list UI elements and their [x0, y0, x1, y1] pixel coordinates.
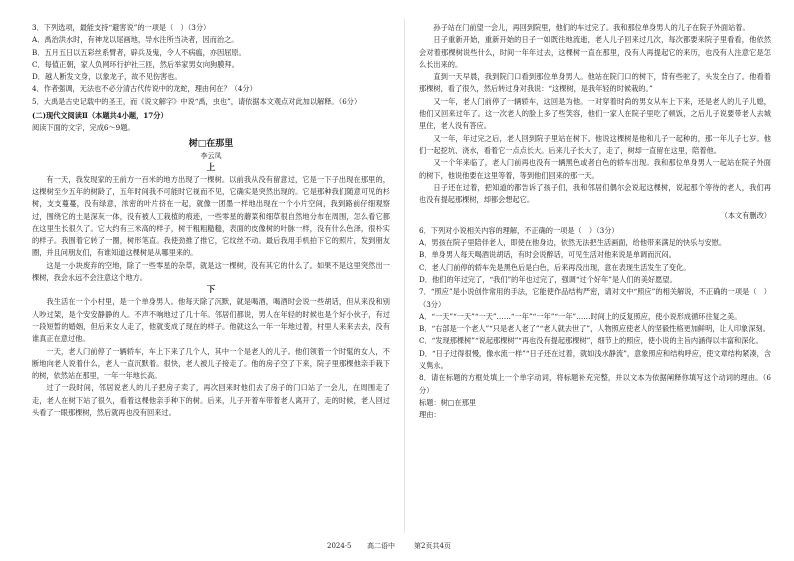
article-title: 树□在那里 — [188, 138, 234, 149]
article-paragraph: 日子重新开始，重新开始的日子一如既往地流逝，老人儿子回来过几次，每次都要来院子里看看，他依然会对着那棵树说些什么，时间一年年过去，这棵树一直在那里，没有人再提起它的来历，也没有人注意它是怎么长出来的。 — [419, 35, 771, 69]
q7-option-d: D．“日子过得很慢，像水流一样”“日子还在过着，就如浅水静流”，意象照应和结构呼应，使文章结构紧凑，含义隽永。 — [419, 348, 771, 371]
article-author: 李云凤 — [200, 151, 222, 160]
q3-stem: 3．下列选项，最能支持“避害说”的一项是（ ）（3分） — [32, 23, 211, 32]
article-paragraph: 又一个年来临了，老人门前再也没有一辆黑色或者白色的轿车出现。我和那位单身男人一起站在院子外面的树下，他说他要在这里等着，等到他们回来的那一天。 — [419, 158, 771, 180]
right-column — [419, 22, 771, 422]
column-divider — [404, 18, 405, 533]
q3-option-b: B．五月五日以五彩丝系臂者，辟兵及鬼，令人不病瘟，亦因屈原。 — [32, 47, 246, 57]
article-paragraph: 过了一段时间，邻居说老人的儿子把房子卖了，再次回来时他们去了房子的门口站了一会儿，在周围走了走，老人在树下站了很久，看着这棵他亲手种下的树。后来，儿子开着车带着老人离开了，走的时候，老人回过头看了一眼那棵树，然后就再也没有回来过。 — [32, 383, 390, 418]
article-paragraph: 又一年，老人门前停了一辆轿车，这回是为他。一对穿着时尚的男女从车上下来，还是老人的儿子儿媳，他们又回来过年了。这一次老人的脸上多了些笑容，他们一家人在院子里吃了顿饭，之后儿子说要带老人去城里住，老人没有答应。 — [419, 96, 771, 131]
q6-option-b: B．单身男人每天喝酒说胡话，有时会说醉话，可见生活对他来说是单调而沉闷。 — [419, 250, 676, 260]
source-note: （本文有删改） — [720, 211, 771, 221]
article-paragraph: 我生活在一个小村里，是一个单身男人。他每天除了沉默，就是喝酒，喝酒时会说一些胡话，但从来没和别人吵过架，是个安安静静的人。不声不响地过了几十年。邻居们都说，男人在年轻的时候也是个好小伙子，有过一段短暂的婚姻，但后来女人走了，他就变成了现在的样子。他就这么一年一年地过着，村里人来来去去，没有谁真正在意过他。 — [32, 297, 390, 344]
q6-option-c: C．老人门前停的轿车先是黑色后是白色，后来再没出现，意在表现生活发生了变化。 — [419, 262, 691, 272]
q8-reason-label: 理由： — [419, 410, 441, 420]
footer-grade: 高二语中 — [367, 542, 395, 550]
part-heading-upper: 上 — [206, 162, 216, 173]
q3-option-c: C．每值正朝，家人负网环行护社三匝，然后举家男女向狗膜拜。 — [32, 59, 239, 69]
q7-option-c: C．“发现那棵树”“说起那棵树”“再也没有提起那棵树”，细节上的照应，使小说的主旨内涵得以丰富和深化。 — [419, 336, 763, 346]
q8: 8．请在标题的方框处填上一个单字动词，将标题补充完整，并以文本为依据阐释你填写这个动词的理由。（6分） — [419, 373, 771, 395]
article-paragraph: 有一天，我发现家的王前方一百米的地方出现了一棵树。以前我从没有留意过，它是一下子出现在那里的，这棵树至少五年的树龄了，五年时间我不可能时它视而不见，它确实是突然出现的。它是那种我们随意可见的杉树，支支蔓蔓，没有绿意，浓密的叶片挤在一起，就像一团墨一样地出现在一个小片空间，我到路前仔细观察过，围绕它的土是深灰一体，没有被人工栽植的痕迹，一些零星的蘑菜和细草很自然地分布在周围，怎么看它都在这里生长很久了。它大约有三米高的样子，树干粗粗糙糙，表面的皮像树的叶脉一样，没有什么色泽，很朴实的样子。我围着它转了一圈，树形笔直。我使劲推了推它，它纹丝不动。最后我用手机拍下它的照片，发到朋友圈，并且问朋友们，有谁知道这棵树是从哪里来的。 — [32, 174, 390, 258]
article-paragraph: 日子还在过着，把知道的都告诉了孩子们，我和邻居们偶尔会说起这棵树，说起那个等待的老人，我们再也没有提起那棵树，却都会想起它。 — [419, 182, 771, 205]
q7-stem: 7．“照应”是小说创作常用的手法，它能使作品结构严密，请对文中“照应”的相关解说，不正确的一项是（ ）（3分） — [419, 287, 771, 309]
q7-option-a: A．“一天”“一天”“一天”……“一年”“一年”“一年”……时间上的反复照应，使小说形成循环往复之美。 — [419, 311, 742, 321]
part-heading-lower: 下 — [206, 285, 216, 296]
article-paragraph: 直到一天早晨，我到院门口看到那位单身男人。他站在院门口的树下，背有些驼了，头发全白了。他看着那棵树，看了很久，然后转过身对我说：“这棵树，是我年轻的时候栽的。” — [419, 72, 771, 94]
article-paragraph: 一天，老人门前停了一辆轿车，车上下来了几个人，其中一个是老人的儿子。他们领着一个时髦的女人，不断地向老人说着什么，老人一直沉默着。很快，老人被儿子接走了。他的房子空了下来，院子里那棵他亲手栽下的树，依然站在那里，一年一年地长高。 — [32, 346, 390, 381]
q4: 4．作者强调，无法也不必分清古代传说中的龙蛇，理由何在？（4分） — [32, 84, 257, 94]
q6-option-d: D．他们的年过完了，“我们”的年也过完了，强调“过个好年”是人们的美好愿望。 — [419, 274, 677, 284]
article-paragraph: 又一年，年过完之后，老人回到院子里站在树下。他说这棵树是他和儿子一起种的，那一年儿子七岁。他们一起挖坑、浇水，看着它一点点长大。后来儿子长大了，走了，树却一直留在这里，陪着他。 — [419, 133, 771, 155]
q7-option-b: B．“右部是一个老人”“只是老人老了”“老人就去世了”，人物照应使老人的坚毅性格更加鲜明，让人印象深刻。 — [419, 324, 770, 334]
q6-option-a: A．男孩在院子里陪伴老人，即使在他身边，依然无法把生活画面，给他带来满足的快乐与安慰。 — [419, 238, 727, 248]
q3-option-a: A．禹治洪水时，有神龙以尾画地，导水注所当决者，因而治之。 — [32, 35, 239, 45]
q6-stem: 6．下列对小说相关内容的理解，不正确的一项是（ ）（3分） — [419, 225, 619, 235]
article-paragraph: 孙子站在门前望一会儿，再回到院里，他们的车过完了。我和那位单身男人的儿子在院子外面站着。 — [433, 23, 750, 32]
section-title: (二)现代文阅读Ⅱ（本题共4小题，17分） — [32, 111, 168, 121]
article-paragraph: 这是一小块废弃的空地，除了一些零星的杂草，就是这一棵树，没有其它的什么了。如果不是这里突然出一棵树，我会永远不会注意这个地方。 — [32, 260, 390, 283]
q5: 5．大禹是古史记载中的圣王，而《说文解字》中说“禹，虫也”，请依据本文观点对此加以解释。（6分） — [32, 96, 362, 106]
q8-title-label: 标题：树□在那里 — [419, 397, 477, 407]
footer-date: 2024·5 — [327, 542, 352, 550]
left-column — [32, 22, 390, 419]
section-intro: 阅读下面的文字，完成6～9题。 — [32, 123, 135, 133]
footer-page: 第2页共4页 — [414, 542, 451, 550]
q3-option-d: D．越人断发文身，以象龙子，故不见伤害也。 — [32, 72, 182, 82]
